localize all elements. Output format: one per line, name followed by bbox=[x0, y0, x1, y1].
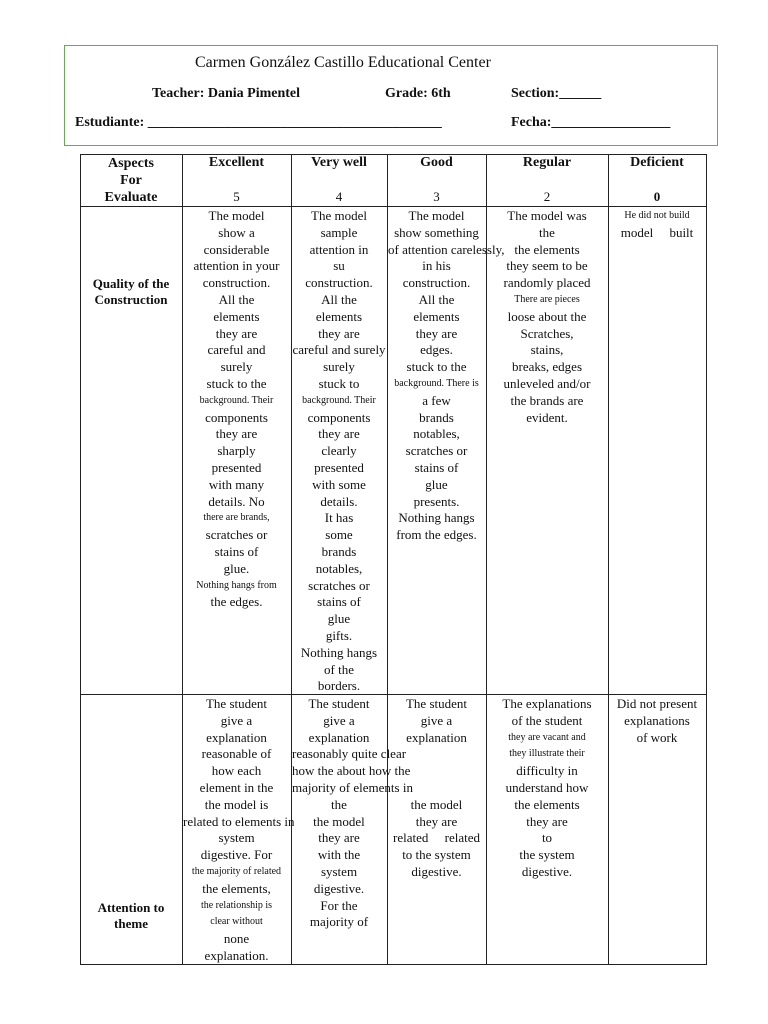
cell-line: construction. bbox=[305, 275, 373, 291]
aspects-header-line: Aspects bbox=[108, 156, 154, 171]
cell-line: understand how bbox=[505, 779, 589, 795]
cell-line: sharply bbox=[217, 443, 256, 459]
cell-line: reasonably quite clear bbox=[292, 746, 407, 762]
cell-line: details. bbox=[320, 493, 358, 509]
aspect-attention-line: theme bbox=[114, 916, 148, 931]
cell-line: scratches or bbox=[405, 443, 468, 459]
cell-line: He did not build bbox=[624, 210, 690, 221]
section-line: Section:______ bbox=[511, 86, 602, 101]
cell-quality-very-well bbox=[292, 208, 386, 694]
cell-line: digestive. bbox=[313, 880, 365, 896]
cell-line: background. Their bbox=[302, 394, 376, 406]
cell-line: the model is bbox=[204, 796, 269, 812]
cell-line: details. No bbox=[208, 493, 265, 509]
cell-line: stuck to the bbox=[206, 375, 267, 391]
cell-line: to bbox=[541, 830, 553, 846]
cell-line: glue bbox=[425, 476, 448, 492]
cell-line: how each bbox=[211, 763, 262, 779]
aspect-quality-line: Quality of the bbox=[92, 276, 170, 291]
cell-line: system bbox=[320, 863, 358, 879]
cell-line: the elements bbox=[514, 796, 580, 812]
cell-line: The model bbox=[311, 208, 367, 223]
cell-line: digestive. bbox=[411, 863, 462, 879]
cell-line: clearly bbox=[321, 443, 357, 459]
cell-line: For the bbox=[320, 897, 358, 913]
cell-attention-regular bbox=[487, 696, 607, 964]
cell-line: All the bbox=[418, 291, 455, 307]
aspects-header-line: Evaluate bbox=[104, 190, 158, 205]
cell-line: explanation bbox=[206, 729, 267, 745]
cell-line: presents. bbox=[413, 493, 460, 509]
cell-line: breaks, edges bbox=[511, 359, 583, 375]
cell-line: Did not present bbox=[616, 696, 698, 711]
aspect-quality-line: Construction bbox=[94, 292, 168, 307]
cell-line bbox=[388, 780, 485, 797]
aspect-attention bbox=[82, 900, 180, 932]
cell-line: the elements, bbox=[202, 880, 271, 896]
cell-line: loose about the bbox=[507, 308, 587, 324]
cell-line: some bbox=[325, 527, 353, 543]
cell-line: background. Their bbox=[199, 394, 274, 406]
cell-line: none bbox=[223, 931, 250, 947]
cell-line: edges. bbox=[420, 342, 453, 358]
cell-line: they are bbox=[318, 325, 360, 341]
cell-line: presented bbox=[314, 459, 364, 475]
cell-line: glue bbox=[327, 611, 351, 627]
cell-line: related related bbox=[393, 830, 480, 846]
school-name: Carmen González Castillo Educational Center bbox=[195, 54, 491, 71]
cell-line: the majority of related bbox=[191, 865, 282, 877]
cell-line: explanation bbox=[308, 729, 370, 745]
cell-line: brands bbox=[321, 543, 357, 559]
cell-line: in his bbox=[422, 258, 451, 274]
grade-line: Grade: 6th bbox=[385, 86, 451, 101]
cell-quality-excellent bbox=[183, 208, 290, 694]
cell-attention-very-well bbox=[292, 696, 413, 964]
cell-line: there are brands, bbox=[203, 512, 270, 524]
cell-line: stuck to bbox=[318, 375, 360, 391]
cell-line: presented bbox=[211, 459, 262, 475]
cell-line: explanation bbox=[406, 729, 467, 745]
cell-line: elements bbox=[213, 308, 260, 324]
cell-line: majority of bbox=[309, 914, 369, 930]
cell-line: elements bbox=[413, 308, 460, 324]
header-box bbox=[64, 45, 718, 146]
cell-line: digestive. For bbox=[200, 847, 273, 863]
cell-line: from the edges. bbox=[396, 527, 477, 543]
cell-quality-deficient bbox=[609, 208, 705, 694]
cell-line: surely bbox=[220, 359, 253, 375]
cell-line: show a bbox=[218, 224, 255, 240]
cell-line: elements bbox=[315, 308, 363, 324]
col-header-very-well: Very well bbox=[311, 155, 367, 170]
cell-line: stains of bbox=[214, 543, 259, 559]
table-header-divider bbox=[80, 206, 707, 207]
cell-line: considerable bbox=[203, 241, 270, 257]
cell-line: components bbox=[205, 409, 268, 425]
cell-line: the bbox=[539, 224, 555, 240]
cell-line: the bbox=[331, 796, 347, 812]
cell-line: It has bbox=[324, 510, 354, 526]
cell-line: the model bbox=[313, 813, 365, 829]
cell-line: The model bbox=[208, 208, 265, 223]
aspects-header-line: For bbox=[120, 173, 142, 188]
cell-line: components bbox=[307, 409, 371, 425]
cell-line: su bbox=[333, 258, 345, 274]
cell-line: the model bbox=[410, 796, 463, 812]
cell-line: give a bbox=[220, 712, 253, 728]
cell-line: show something bbox=[394, 224, 479, 240]
cell-line: the edges. bbox=[210, 594, 263, 610]
cell-line: The student bbox=[405, 696, 467, 711]
col-header-regular: Regular bbox=[522, 155, 572, 170]
cell-line: The model bbox=[408, 208, 465, 223]
cell-line: explanations bbox=[624, 712, 690, 728]
cell-line: give a bbox=[420, 712, 453, 728]
cell-line: explanation. bbox=[204, 947, 269, 963]
table-col-line bbox=[706, 154, 707, 965]
cell-line: Nothing hangs from bbox=[196, 579, 277, 591]
aspect-quality bbox=[82, 276, 180, 308]
cell-line: how the about how the bbox=[292, 763, 411, 779]
cell-line: scratches or bbox=[308, 577, 370, 593]
cell-line: attention in bbox=[309, 241, 369, 257]
cell-line bbox=[388, 746, 485, 763]
cell-line: system bbox=[218, 830, 255, 846]
score-excellent: 5 bbox=[233, 189, 240, 204]
cell-line: notables, bbox=[315, 560, 363, 576]
cell-line: they are bbox=[215, 325, 258, 341]
col-header-deficient: Deficient bbox=[630, 155, 684, 170]
cell-line: borders. bbox=[317, 678, 361, 694]
cell-line: they are bbox=[318, 830, 360, 846]
aspect-attention-line: Attention to bbox=[97, 900, 165, 915]
col-header-good: Good bbox=[420, 155, 453, 170]
cell-line: evident. bbox=[526, 409, 568, 425]
cell-line: notables, bbox=[413, 426, 460, 442]
cell-line: the relationship is bbox=[200, 899, 273, 911]
cell-line: they are bbox=[526, 813, 568, 829]
cell-line: construction. bbox=[402, 275, 471, 291]
cell-line: they are bbox=[318, 426, 360, 442]
cell-line: stuck to the bbox=[406, 359, 467, 375]
teacher-line: Teacher: Dania Pimentel bbox=[152, 86, 301, 101]
date-line: Fecha:_________________ bbox=[511, 115, 671, 130]
cell-line: they illustrate their bbox=[509, 748, 585, 760]
cell-line: of work bbox=[636, 729, 678, 745]
cell-line: Nothing hangs bbox=[300, 644, 378, 660]
cell-line: Scratches, bbox=[520, 325, 574, 341]
cell-line: with some bbox=[312, 476, 366, 492]
cell-attention-good bbox=[388, 696, 485, 964]
cell-line: The student bbox=[205, 696, 267, 711]
cell-line: Nothing hangs bbox=[398, 510, 475, 526]
cell-line: reasonable of bbox=[201, 746, 272, 762]
cell-line: There are pieces bbox=[514, 293, 580, 305]
cell-line: sample bbox=[320, 224, 358, 240]
cell-line: the brands are bbox=[510, 392, 584, 408]
table-row-divider bbox=[80, 694, 707, 695]
cell-line: brands bbox=[419, 409, 454, 425]
cell-line: the system bbox=[519, 847, 575, 863]
cell-quality-good bbox=[388, 208, 505, 694]
cell-line: construction. bbox=[202, 275, 271, 291]
cell-line: scratches or bbox=[205, 527, 268, 543]
cell-line: clear without bbox=[210, 916, 263, 928]
cell-line: The explanations bbox=[502, 696, 592, 711]
student-line: Estudiante: __________________________________________ bbox=[75, 115, 442, 130]
cell-line: attention in your bbox=[193, 258, 280, 274]
cell-line: majority of elements in bbox=[292, 779, 413, 795]
cell-line: they are vacant and bbox=[508, 731, 586, 743]
cell-line bbox=[388, 763, 485, 780]
cell-line: a few bbox=[422, 392, 451, 408]
cell-line: of the bbox=[324, 661, 354, 677]
col-header-excellent: Excellent bbox=[208, 155, 265, 170]
cell-line: stains, bbox=[530, 342, 564, 358]
score-good: 3 bbox=[433, 189, 440, 204]
cell-line: surely bbox=[323, 359, 355, 375]
cell-line: to the system bbox=[402, 847, 471, 863]
table-col-line bbox=[80, 154, 81, 965]
cell-line: they are bbox=[415, 813, 458, 829]
cell-line: The student bbox=[308, 696, 370, 711]
cell-line: careful and surely bbox=[292, 342, 386, 358]
cell-attention-deficient bbox=[609, 696, 705, 964]
cell-line: they are bbox=[415, 325, 458, 341]
cell-line: randomly placed bbox=[503, 275, 591, 291]
cell-line: gifts. bbox=[325, 627, 353, 643]
cell-line: element in the bbox=[199, 779, 274, 795]
cell-line: with the bbox=[317, 847, 361, 863]
cell-line: they seem to be bbox=[506, 258, 588, 274]
cell-line: The model was bbox=[507, 208, 587, 223]
cell-line: they are bbox=[215, 426, 258, 442]
cell-line: stains of bbox=[317, 594, 361, 610]
cell-line: All the bbox=[218, 291, 255, 307]
cell-line: of attention carelessly, bbox=[388, 241, 505, 257]
cell-line: unleveled and/or bbox=[503, 375, 591, 391]
cell-line: of the student bbox=[511, 712, 583, 728]
cell-line: the elements bbox=[514, 241, 580, 257]
score-very-well: 4 bbox=[335, 189, 343, 204]
cell-line: stains of bbox=[414, 459, 459, 475]
score-regular: 2 bbox=[543, 189, 551, 204]
table-border-bottom bbox=[80, 964, 707, 965]
cell-line: All the bbox=[321, 291, 357, 307]
cell-line: difficulty in bbox=[516, 763, 578, 779]
aspects-header bbox=[82, 155, 180, 206]
cell-line: related to elements in bbox=[183, 813, 295, 829]
cell-line: give a bbox=[323, 712, 355, 728]
cell-line: model built bbox=[620, 224, 694, 240]
cell-line: digestive. bbox=[521, 863, 573, 879]
cell-attention-excellent bbox=[183, 696, 295, 964]
cell-line: background. There is bbox=[394, 377, 479, 389]
cell-line: glue. bbox=[223, 560, 250, 576]
score-deficient: 0 bbox=[653, 189, 661, 204]
cell-line: careful and bbox=[207, 342, 266, 358]
cell-quality-regular bbox=[487, 208, 607, 694]
cell-line: with many bbox=[208, 476, 265, 492]
